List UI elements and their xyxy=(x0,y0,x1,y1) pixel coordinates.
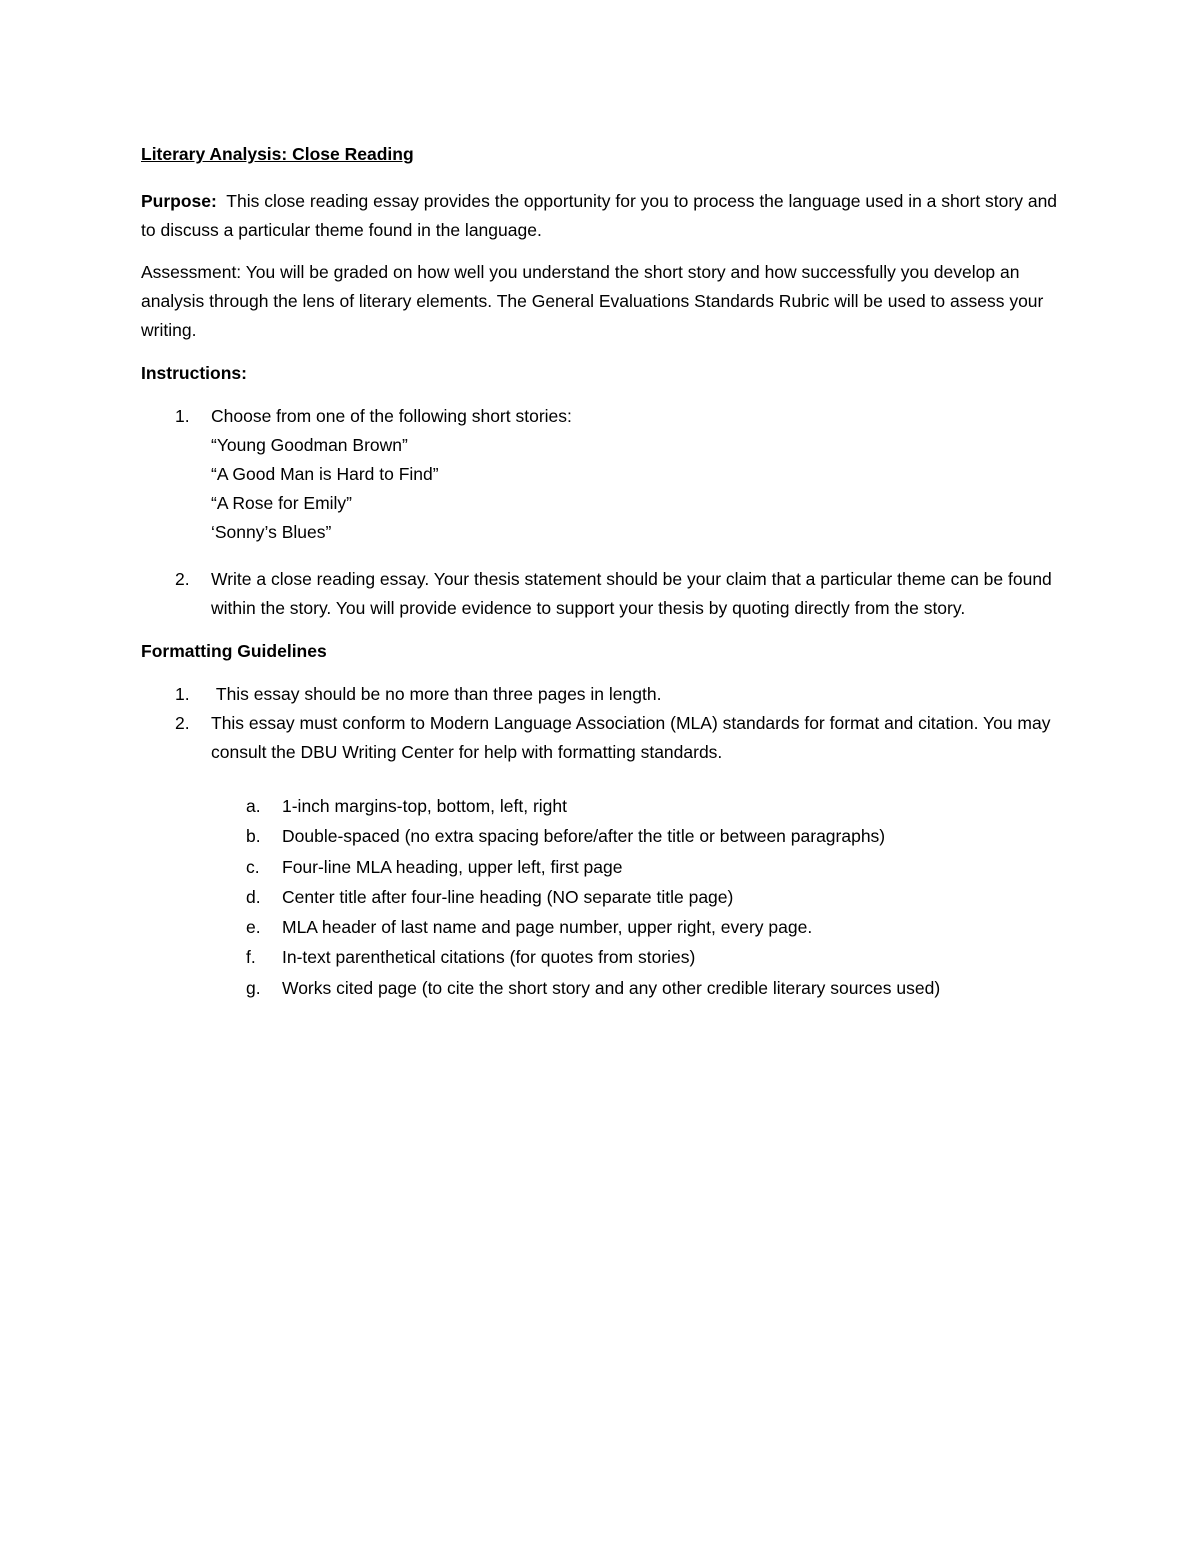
instructions-list xyxy=(141,402,1071,623)
document-body xyxy=(141,140,1071,1003)
formatting-subitem-e xyxy=(141,912,1071,942)
formatting-item-text: This essay should be no more than three pages in length. xyxy=(211,684,662,704)
list-marker: 1. xyxy=(175,406,190,426)
story-list xyxy=(211,431,1071,547)
list-marker: c. xyxy=(246,856,260,877)
formatting-subitem-text: Center title after four-line heading (NO separate title page) xyxy=(282,886,734,907)
formatting-subitem-text: In-text parenthetical citations (for quotes from stories) xyxy=(282,947,696,968)
list-marker: 1. xyxy=(175,684,190,704)
formatting-subitem-d xyxy=(141,882,1071,912)
list-marker: e. xyxy=(246,917,261,938)
formatting-list xyxy=(141,680,1071,767)
purpose-paragraph xyxy=(141,187,1071,245)
document-title: Literary Analysis: Close Reading xyxy=(141,144,414,164)
instructions-item-2 xyxy=(141,565,1071,623)
purpose-text: This close reading essay provides the opportunity for you to process the language used in a short story and to discuss a particular theme found in the language. xyxy=(141,191,1062,240)
formatting-subitem-text: Works cited page (to cite the short story and any other credible literary sources used) xyxy=(282,977,941,998)
formatting-subitem-b xyxy=(141,821,1071,851)
instructions-item-text: Write a close reading essay. Your thesis statement should be your claim that a particular theme can be found within the story. You will provide evidence to support your thesis by quoting directly from the story. xyxy=(211,569,1052,618)
formatting-subitem-c xyxy=(141,852,1071,882)
list-marker: f. xyxy=(246,947,256,968)
purpose-label: Purpose: xyxy=(141,191,217,211)
formatting-subitem-text: MLA header of last name and page number, upper right, every page. xyxy=(282,917,813,938)
formatting-sublist xyxy=(141,791,1071,1003)
formatting-subitem-text: Double-spaced (no extra spacing before/after the title or between paragraphs) xyxy=(282,826,886,847)
formatting-item-text: This essay must conform to Modern Language Association (MLA) standards for format and citation. You may consult the DBU Writing Center for help with formatting standards. xyxy=(211,713,1051,762)
instructions-item-1 xyxy=(141,402,1071,547)
list-marker: a. xyxy=(246,796,261,816)
formatting-item-1 xyxy=(141,680,1071,709)
instructions-item-text: Choose from one of the following short stories: xyxy=(211,406,572,426)
list-marker: 2. xyxy=(175,569,190,589)
formatting-subitem-text: 1-inch margins-top, bottom, left, right xyxy=(282,796,567,816)
formatting-subitem-g xyxy=(141,973,1071,1003)
assessment-paragraph: Assessment: You will be graded on how well you understand the short story and how successfully you develop an analysis through the lens of literary elements. The General Evaluations Standards Rubric will be used to assess your writing. xyxy=(141,262,1044,340)
story-a-rose-for-emily: “A Rose for Emily” xyxy=(211,493,352,513)
formatting-item-2 xyxy=(141,709,1071,767)
instructions-heading: Instructions: xyxy=(141,363,247,383)
story-a-good-man: “A Good Man is Hard to Find” xyxy=(211,464,439,484)
formatting-heading: Formatting Guidelines xyxy=(141,641,327,661)
formatting-subitem-f xyxy=(141,942,1071,972)
story-young-goodman-brown: “Young Goodman Brown” xyxy=(211,435,408,455)
list-marker: b. xyxy=(246,826,261,847)
list-marker: g. xyxy=(246,977,261,998)
story-sonnys-blues: ‘Sonny’s Blues” xyxy=(211,522,332,542)
formatting-subitem-text: Four-line MLA heading, upper left, first page xyxy=(282,856,623,877)
formatting-subitem-a xyxy=(141,791,1071,821)
list-marker: d. xyxy=(246,886,261,907)
list-marker: 2. xyxy=(175,713,190,733)
